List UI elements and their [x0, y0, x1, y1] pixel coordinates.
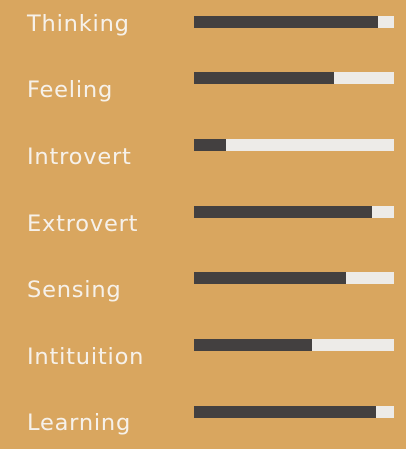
trait-label: Sensing — [27, 277, 122, 303]
trait-bar-fill — [194, 16, 378, 28]
trait-bar-introvert — [194, 139, 394, 151]
trait-bar-fill — [194, 72, 334, 84]
trait-bar-thinking — [194, 16, 394, 28]
trait-bar-fill — [194, 406, 376, 418]
trait-bar-fill — [194, 206, 372, 218]
trait-row-sensing — [0, 276, 406, 316]
trait-label: Thinking — [27, 11, 130, 37]
trait-bar-learning — [194, 406, 394, 418]
trait-bar-intituition — [194, 339, 394, 351]
trait-row-extrovert — [0, 210, 406, 250]
trait-bar-fill — [194, 272, 346, 284]
trait-label: Learning — [27, 410, 132, 436]
trait-bar-extrovert — [194, 206, 394, 218]
trait-label: Feeling — [27, 77, 114, 103]
trait-bar-fill — [194, 339, 312, 351]
trait-label: Intituition — [27, 344, 145, 370]
trait-row-introvert — [0, 143, 406, 183]
trait-bar-feeling — [194, 72, 394, 84]
trait-bar-sensing — [194, 272, 394, 284]
trait-bar-fill — [194, 139, 226, 151]
trait-label: Extrovert — [27, 211, 139, 237]
trait-row-intituition — [0, 343, 406, 383]
trait-row-feeling — [0, 76, 406, 116]
trait-row-learning — [0, 409, 406, 449]
trait-row-thinking — [0, 10, 406, 50]
trait-label: Introvert — [27, 144, 132, 170]
